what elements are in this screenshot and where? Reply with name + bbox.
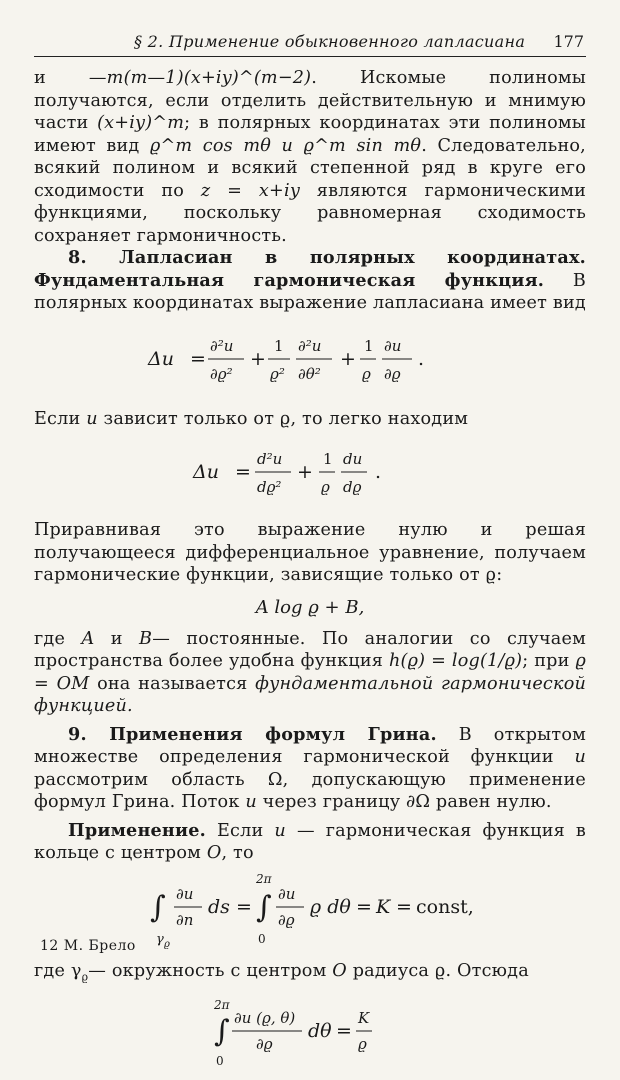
svg-text:∂u (ϱ, θ): ∂u (ϱ, θ) — [234, 1008, 296, 1027]
formula-radial-laplacian — [34, 442, 586, 507]
svg-text:dθ: dθ — [308, 1019, 332, 1042]
svg-text:∂ϱ: ∂ϱ — [384, 364, 401, 383]
svg-text:+: + — [340, 347, 356, 370]
svg-text:const,: const, — [416, 895, 474, 918]
svg-text:∫: ∫ — [214, 1013, 230, 1049]
svg-text:=: = — [356, 895, 372, 918]
svg-text:1: 1 — [364, 336, 374, 355]
paragraph-polynomials: и —m(m—1)(x+iy)^(m−2). Искомые полиномы получаются, если отделить действительную и мнимую части (x+iy)^m; в полярных координатах эти полиномы имеют вид ϱ^m cos mθ и ϱ^m sin mθ. Следовательно, всякий полином и всякий степенной ряд в круге его сходимости по z = x+iy являются гармоническими функциями, поскольку равномерная сходимость сохраняет гармоничность. — [34, 68, 587, 246]
book-page — [34, 26, 586, 1080]
svg-text:=: = — [336, 1019, 352, 1042]
svg-text:∂²u: ∂²u — [298, 336, 322, 355]
math-expr: —m(m—1)(x+iy)^(m−2) — [88, 68, 312, 88]
svg-text:ϱ: ϱ — [164, 938, 170, 949]
svg-text:dϱ²: dϱ² — [257, 478, 282, 496]
svg-text:ϱ dθ: ϱ dθ — [310, 895, 351, 918]
svg-text:ϱ²: ϱ² — [270, 364, 285, 383]
formula-5-svg — [200, 997, 420, 1067]
svg-text:=: = — [236, 895, 252, 918]
svg-text:∂u: ∂u — [384, 336, 402, 355]
emphasis-term: фундаментальной гармонической функцией. — [34, 673, 587, 716]
svg-text:∂u: ∂u — [176, 884, 194, 903]
section-heading: 9. Применения формул Грина. — [68, 723, 437, 745]
section-9: 9. Применения формул Грина. В открытом множестве определения гармонической функции u рассмотрим область Ω, допускающую применение формул Грина. Поток u через границу ∂Ω равен нулю. — [34, 723, 587, 812]
math-expr: (x+iy)^m — [97, 113, 185, 133]
svg-text:∂n: ∂n — [176, 910, 194, 929]
paragraph-solve: Приравнивая это выражение нулю и решая получающееся дифференциальное уравнение, получаем гармонические функции, зависящие только от ϱ: — [34, 520, 586, 585]
paragraph-circle: где $\gamma_ϱ—$ окружность с центром O радиуса ϱ. Отсюда — [34, 960, 529, 984]
svg-text:ds: ds — [208, 895, 230, 918]
svg-text:K: K — [376, 895, 391, 918]
svg-text:∫: ∫ — [150, 889, 166, 925]
running-header — [34, 26, 586, 57]
formula-1-svg — [140, 327, 480, 391]
svg-text:du: du — [343, 450, 363, 468]
svg-text:2π: 2π — [256, 871, 272, 886]
application-heading: Применение. — [68, 819, 206, 841]
svg-text:∂ϱ²: ∂ϱ² — [210, 364, 233, 383]
svg-text:2π: 2π — [214, 997, 230, 1012]
svg-text:Δu: Δu — [148, 347, 174, 370]
svg-text:1: 1 — [274, 336, 284, 355]
svg-text:ϱ: ϱ — [358, 1034, 367, 1053]
svg-text:∂u: ∂u — [278, 884, 296, 903]
formula-4-svg — [140, 871, 480, 949]
svg-text:∂ϱ: ∂ϱ — [256, 1034, 273, 1053]
svg-text:+: + — [250, 347, 266, 370]
svg-text:Δu: Δu — [193, 461, 219, 483]
svg-text:=: = — [190, 347, 206, 370]
svg-text:ϱ: ϱ — [321, 478, 330, 496]
math-expr: h(ϱ) = log(1/ϱ) — [388, 651, 523, 671]
svg-text:K: K — [358, 1008, 370, 1027]
signature-footer: 12 М. Брело — [40, 938, 136, 954]
svg-text:0: 0 — [216, 1053, 224, 1067]
formula-laplacian-polar — [34, 327, 586, 396]
svg-text:dϱ: dϱ — [343, 478, 362, 496]
svg-text:.: . — [418, 347, 425, 370]
math-expr: z = x+iy — [200, 180, 300, 201]
formula-alogr: A log ϱ + B, — [255, 596, 365, 618]
svg-text:=: = — [396, 895, 412, 918]
svg-text:ϱ: ϱ — [362, 364, 371, 383]
svg-text:.: . — [375, 461, 382, 483]
formula-2-svg — [185, 442, 435, 502]
svg-text:+: + — [297, 461, 313, 483]
svg-text:=: = — [235, 461, 251, 483]
svg-text:∂ϱ: ∂ϱ — [278, 910, 295, 929]
section-8: 8. Лапласиан в полярных координатах. Фундаментальная гармоническая функция. В полярных координатах выражение лапласиана имеет вид — [34, 247, 586, 313]
svg-text:d²u: d²u — [257, 450, 283, 468]
math-expr: ϱ = OM — [34, 651, 586, 694]
page-number: 177 — [553, 32, 584, 51]
section-heading: 8. Лапласиан в полярных координатах. Фундаментальная гармоническая функция. — [34, 247, 586, 291]
formula-derivative-integral — [34, 997, 586, 1072]
svg-text:0: 0 — [258, 931, 266, 946]
svg-text:∂θ²: ∂θ² — [298, 364, 321, 383]
svg-text:∫: ∫ — [256, 889, 272, 925]
svg-text:1: 1 — [323, 450, 333, 468]
svg-text:∂²u: ∂²u — [210, 336, 234, 355]
paragraph-fundamental: где A и B— постоянные. По аналогии со случаем пространства более удобна функция h(ϱ) = log(1/ϱ); при ϱ = OM она называется фундаментальной гармонической функцией. — [34, 628, 587, 716]
section-title: § 2. Применение обыкновенного лапласиана — [134, 32, 526, 51]
svg-text:γ: γ — [156, 931, 164, 947]
paragraph-radial: Если u зависит только от ϱ, то легко находим — [34, 408, 469, 429]
application-paragraph: Применение. Если u — гармоническая функция в кольце с центром O, то — [34, 819, 587, 863]
math-expr: ϱ^m cos mθ и ϱ^m sin mθ — [149, 135, 422, 156]
